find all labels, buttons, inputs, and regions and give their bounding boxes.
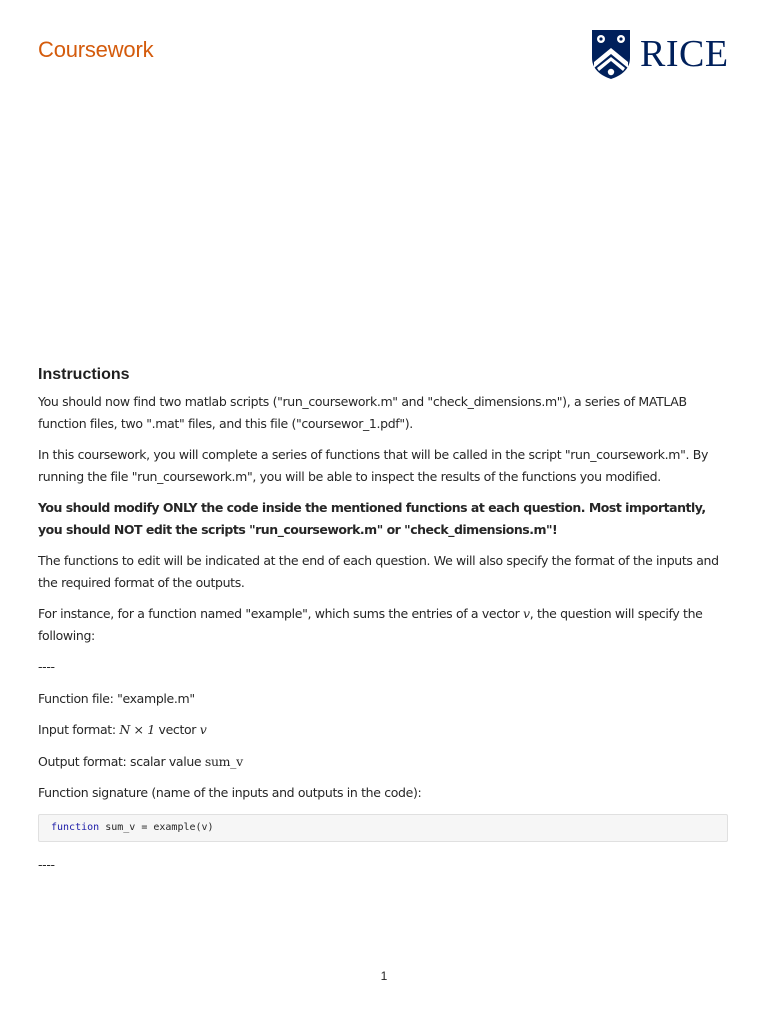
document-title: Coursework — [38, 37, 154, 62]
output-format-line — [38, 751, 728, 773]
math-input-dims: N × 1 — [119, 722, 155, 737]
math-vector-v: v — [523, 606, 530, 621]
signature-label: Function signature (name of the inputs and outputs in the code): — [38, 785, 422, 800]
paragraph-warning: You should modify ONLY the code inside the mentioned functions at each question. Most importantly, you should NOT edit the scripts "run_coursework.m" or "check_dimensions.m"! — [38, 500, 706, 537]
output-format-label: Output format: scalar value — [38, 753, 205, 769]
rice-logo — [590, 27, 729, 81]
code-signature: sum_v = example(v) — [99, 821, 214, 833]
shield-crest-icon — [590, 28, 632, 80]
math-input-var: v — [199, 722, 207, 737]
paragraph-overview: In this coursework, you will complete a series of functions that will be called in the script "run_coursework.m". By running the file "run_coursework.m", you will be able to inspect the results of the functions you modified. — [38, 447, 709, 484]
instructions-body — [38, 391, 728, 885]
logo-wordmark: RICE — [640, 33, 729, 75]
page-number: 1 — [380, 969, 388, 983]
paragraph-files: You should now find two matlab scripts ("run_coursework.m" and "check_dimensions.m"), a series of MATLAB function files, two ".mat" files, and this file ("coursewor_1.pdf"). — [38, 394, 687, 431]
paragraph-format-note: The functions to edit will be indicated at the end of each question. We will also specify the format of the inputs and the required format of the outputs. — [38, 553, 719, 590]
example-text-start: For instance, for a function named "example", which sums the entries of a vector — [38, 606, 524, 621]
separator-top: ---- — [38, 659, 55, 674]
code-block — [38, 814, 728, 842]
function-file-line: Function file: "example.m" — [38, 690, 195, 706]
input-format-label: Input format: — [38, 722, 120, 737]
input-format-line — [38, 719, 728, 741]
paragraph-example — [38, 603, 728, 646]
section-heading: Instructions — [38, 366, 130, 383]
code-keyword: function — [51, 821, 100, 833]
math-output-sum: sum_v — [204, 753, 243, 769]
separator-bottom: ---- — [38, 856, 55, 872]
input-format-mid: vector — [154, 722, 200, 737]
example-text-end: , the question will specify the following: — [38, 606, 703, 643]
